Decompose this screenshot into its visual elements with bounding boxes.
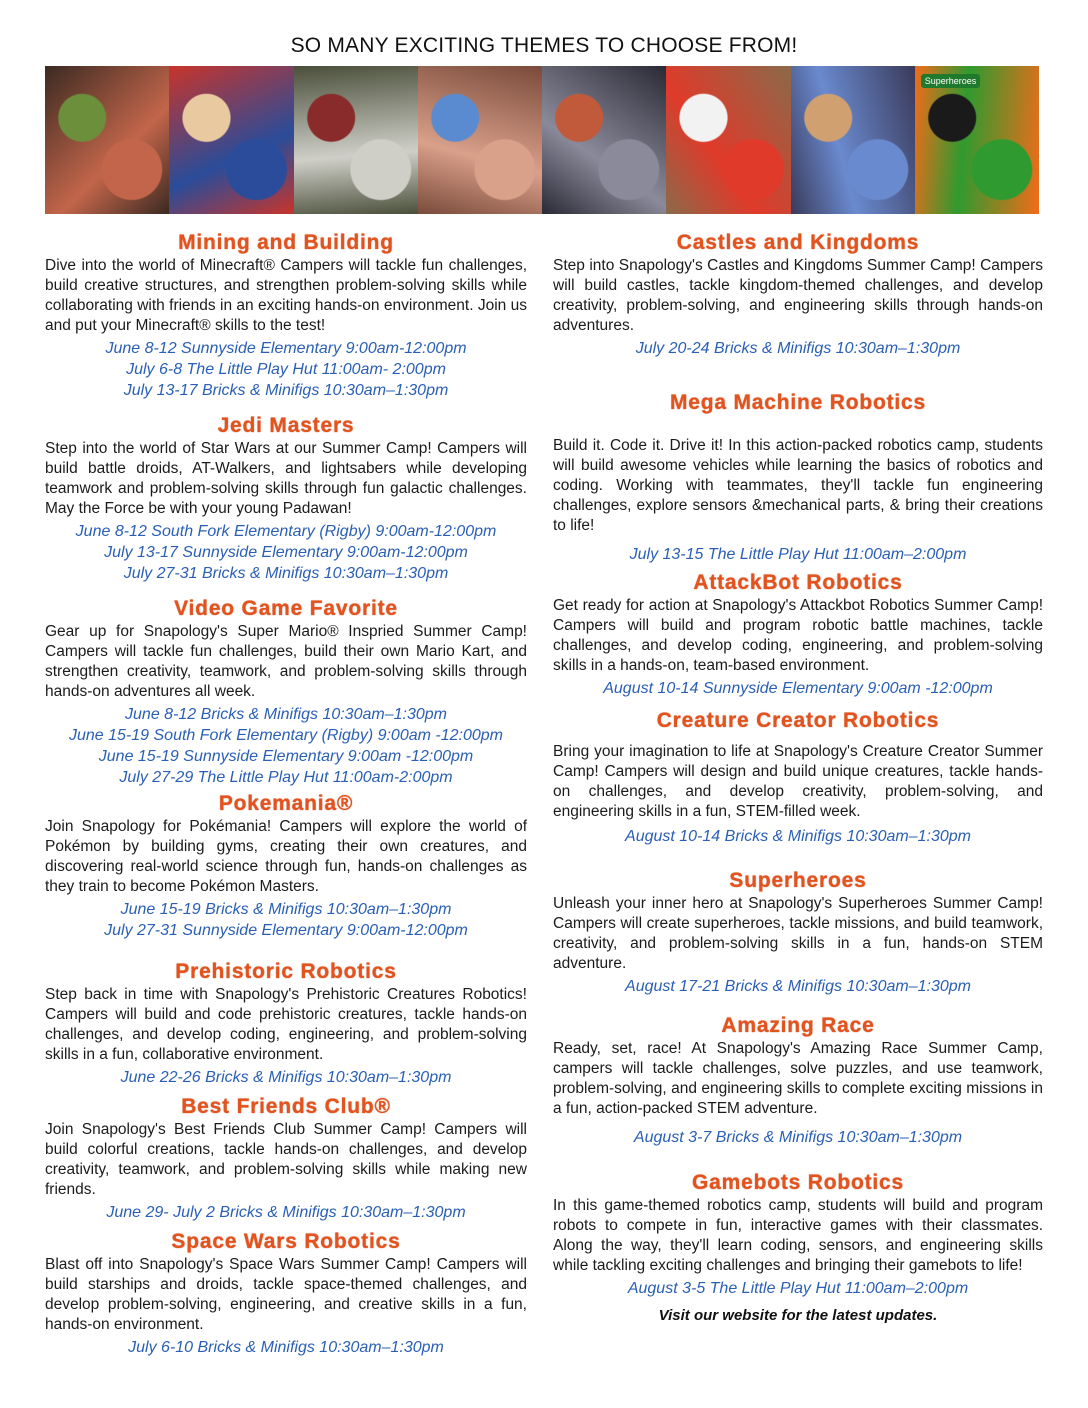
- camp-section: [553, 1170, 1043, 1324]
- section-title: AttackBot Robotics: [693, 571, 903, 594]
- date-entry: July 13-17 Sunnyside Elementary 9:00am-12:00pm: [104, 544, 468, 561]
- section-description: Step into the world of Star Wars at our Summer Camp! Campers will build battle droids, AT-Walkers, and lightsabers while developing teamwork and problem-solving skills through fun galactic challenges. May the Force be with your young Padawan!: [45, 440, 527, 517]
- date-list: [553, 544, 1043, 565]
- camp-section: [553, 390, 1043, 570]
- camp-section: [45, 413, 527, 596]
- date-entry: July 13-15 The Little Play Hut 11:00am–2:00pm: [629, 546, 967, 563]
- date-list: [553, 1127, 1043, 1148]
- section-title: Pokemania®: [218, 792, 354, 815]
- section-title: Mega Machine Robotics: [669, 391, 926, 414]
- date-entry: June 8-12 Bricks & Minifigs 10:30am–1:30pm: [125, 706, 447, 723]
- photo-superheroes-kit: [915, 66, 1039, 214]
- section-title: Mining and Building: [178, 231, 394, 254]
- section-title: Gamebots Robotics: [692, 1171, 904, 1194]
- photo-boy-with-bricks: [791, 66, 915, 214]
- section-title: Space Wars Robotics: [171, 1230, 401, 1253]
- date-entry: July 13-17 Bricks & Minifigs 10:30am–1:30pm: [123, 382, 449, 399]
- date-entry: June 29- July 2 Bricks & Minifigs 10:30am–1:30pm: [106, 1204, 466, 1221]
- date-entry: August 10-14 Bricks & Minifigs 10:30am–1:30pm: [625, 828, 971, 845]
- section-title: Jedi Masters: [217, 414, 355, 437]
- photo-kid-building: [45, 66, 169, 214]
- section-description: Dive into the world of Minecraft® Campers will tackle fun challenges, build creative structures, and strengthen problem-solving skills while collaborating with friends in an exciting hands-on environment. Join us and put your Minecraft® skills to the test!: [45, 257, 527, 334]
- date-entry: June 15-19 Sunnyside Elementary 9:00am -12:00pm: [98, 748, 474, 765]
- website-note: Visit our website for the latest updates.: [658, 1307, 938, 1324]
- page-title: SO MANY EXCITING THEMES TO CHOOSE FROM!: [290, 34, 798, 57]
- date-entry: July 27-29 The Little Play Hut 11:00am-2:00pm: [119, 769, 453, 786]
- left-column: [45, 230, 527, 1358]
- date-entry: August 3-5 The Little Play Hut 11:00am–2:00pm: [627, 1280, 969, 1297]
- camp-section: [45, 1094, 527, 1229]
- date-entry: August 17-21 Bricks & Minifigs 10:30am–1:30pm: [625, 978, 971, 995]
- section-title: Video Game Favorite: [174, 597, 398, 620]
- date-entry: June 15-19 Bricks & Minifigs 10:30am–1:30pm: [120, 901, 452, 918]
- section-title: Prehistoric Robotics: [175, 960, 397, 983]
- right-column: [553, 230, 1043, 1324]
- section-title: Superheroes: [729, 869, 867, 892]
- photo-strip: [45, 66, 1039, 214]
- date-entry: July 27-31 Sunnyside Elementary 9:00am-12:00pm: [104, 922, 468, 939]
- section-description: Build it. Code it. Drive it! In this action-packed robotics camp, students will build awesome vehicles while learning the basics of robotics and coding. Working with teammates, they'll tackle fun engineering challenges, explore sensors &mechanical parts, & bring their creations to life!: [553, 437, 1043, 534]
- date-entry: August 3-7 Bricks & Minifigs 10:30am–1:30pm: [633, 1129, 963, 1146]
- section-description: In this game-themed robotics camp, students will build and program robots to compete in fun, interactive games with their classmates. Along the way, they'll learn coding, sensors, and engineering skills while tackling exciting challenges and bringing their gamebots to life!: [553, 1197, 1043, 1274]
- date-entry: June 8-12 South Fork Elementary (Rigby) 9:00am-12:00pm: [75, 523, 497, 540]
- date-list: [45, 521, 527, 584]
- date-entry: July 6-8 The Little Play Hut 11:00am- 2:00pm: [126, 361, 446, 378]
- camp-section: [553, 1013, 1043, 1170]
- section-description: Step into Snapology's Castles and Kingdoms Summer Camp! Campers will build castles, tackle kingdom-themed challenges, and develop creativity, problem-solving, and engineering skills through hands-on adventures.: [553, 257, 1043, 334]
- photo-lego-table: [294, 66, 418, 214]
- date-list: [553, 976, 1043, 997]
- section-description: Step back in time with Snapology's Prehistoric Creatures Robotics! Campers will build and code prehistoric creatures, tackle hands-on challenges, and develop coding, engineering, and problem-solving skills in a fun, collaborative environment.: [45, 986, 527, 1063]
- camp-section: [45, 1229, 527, 1358]
- camp-section: [45, 230, 527, 413]
- photo-kids-robotics: [542, 66, 666, 214]
- camp-section: [553, 230, 1043, 390]
- date-entry: June 22-26 Bricks & Minifigs 10:30am–1:30pm: [120, 1069, 452, 1086]
- section-title: Amazing Race: [721, 1014, 875, 1037]
- date-entry: July 20-24 Bricks & Minifigs 10:30am–1:30pm: [635, 340, 961, 357]
- section-description: Unleash your inner hero at Snapology's Superheroes Summer Camp! Campers will create superheroes, tackle missions, and build teamwork, creativity, and problem-solving skills in a fun, hands-on STEM adventure.: [553, 895, 1043, 972]
- section-title: Best Friends Club®: [181, 1095, 391, 1118]
- camp-section: [553, 570, 1043, 708]
- date-entry: August 10-14 Sunnyside Elementary 9:00am -12:00pm: [603, 680, 993, 697]
- camp-section: [45, 791, 527, 959]
- section-description: Gear up for Snapology's Super Mario® Inspried Summer Camp! Campers will tackle fun challenges, build their own Mario Kart, and strengthen creativity, teamwork, and problem-solving skills through hands-on adventures all week.: [45, 623, 527, 700]
- date-list: [553, 678, 1043, 699]
- camp-section: [45, 596, 527, 791]
- date-list: [45, 1202, 527, 1223]
- section-description: Join Snapology for Pokémania! Campers will explore the world of Pokémon by building gyms, creating their own creatures, and discovering real-world science through fun, hands-on challenges as they train to become Pokémon Masters.: [45, 818, 527, 895]
- section-title: Creature Creator Robotics: [656, 709, 940, 732]
- date-list: [45, 1337, 527, 1358]
- date-list: [553, 338, 1043, 359]
- section-description: Blast off into Snapology's Space Wars Summer Camp! Campers will build starships and droids, tackle space-themed challenges, and develop problem-solving, engineering, and creative skills in a fun, hands-on environment.: [45, 1256, 527, 1333]
- date-list: [45, 338, 527, 401]
- camp-section: [553, 868, 1043, 1013]
- date-list: [45, 899, 527, 941]
- photo-mario-figure: [169, 66, 293, 214]
- date-entry: June 8-12 Sunnyside Elementary 9:00am-12:00pm: [105, 340, 467, 357]
- date-list: [45, 704, 527, 788]
- section-title: Castles and Kingdoms: [676, 231, 920, 254]
- photo-label: Superheroes: [921, 74, 981, 88]
- camp-section: [553, 708, 1043, 868]
- date-list: [553, 1278, 1043, 1299]
- section-description: Ready, set, race! At Snapology's Amazing Race Summer Camp, campers will tackle challenges, solve puzzles, and use teamwork, problem-solving, and engineering skills to complete exciting missions in a fun, action-packed STEM adventure.: [553, 1040, 1043, 1117]
- date-list: [45, 1067, 527, 1088]
- date-entry: July 27-31 Bricks & Minifigs 10:30am–1:30pm: [123, 565, 449, 582]
- photo-smiling-girl: [418, 66, 542, 214]
- section-description: Join Snapology's Best Friends Club Summer Camp! Campers will build colorful creations, tackle hands-on challenges, and develop creativity, teamwork, and problem-solving skills while making new friends.: [45, 1121, 527, 1198]
- section-description: Bring your imagination to life at Snapology's Creature Creator Summer Camp! Campers will design and build unique creatures, tackle hands-on challenges, and develop creativity, problem-solving, and engineering skills in a fun, STEM-filled week.: [553, 743, 1043, 820]
- date-entry: July 6-10 Bricks & Minifigs 10:30am–1:30pm: [128, 1339, 444, 1356]
- date-list: [553, 826, 1043, 847]
- section-description: Get ready for action at Snapology's Attackbot Robotics Summer Camp! Campers will build and program robotic battle machines, tackle challenges, and develop coding, engineering, and problem-solving skills in a hands-on, team-based environment.: [553, 597, 1043, 674]
- camp-section: [45, 959, 527, 1094]
- photo-pixel-art: [666, 66, 790, 214]
- date-entry: June 15-19 South Fork Elementary (Rigby) 9:00am -12:00pm: [69, 727, 503, 744]
